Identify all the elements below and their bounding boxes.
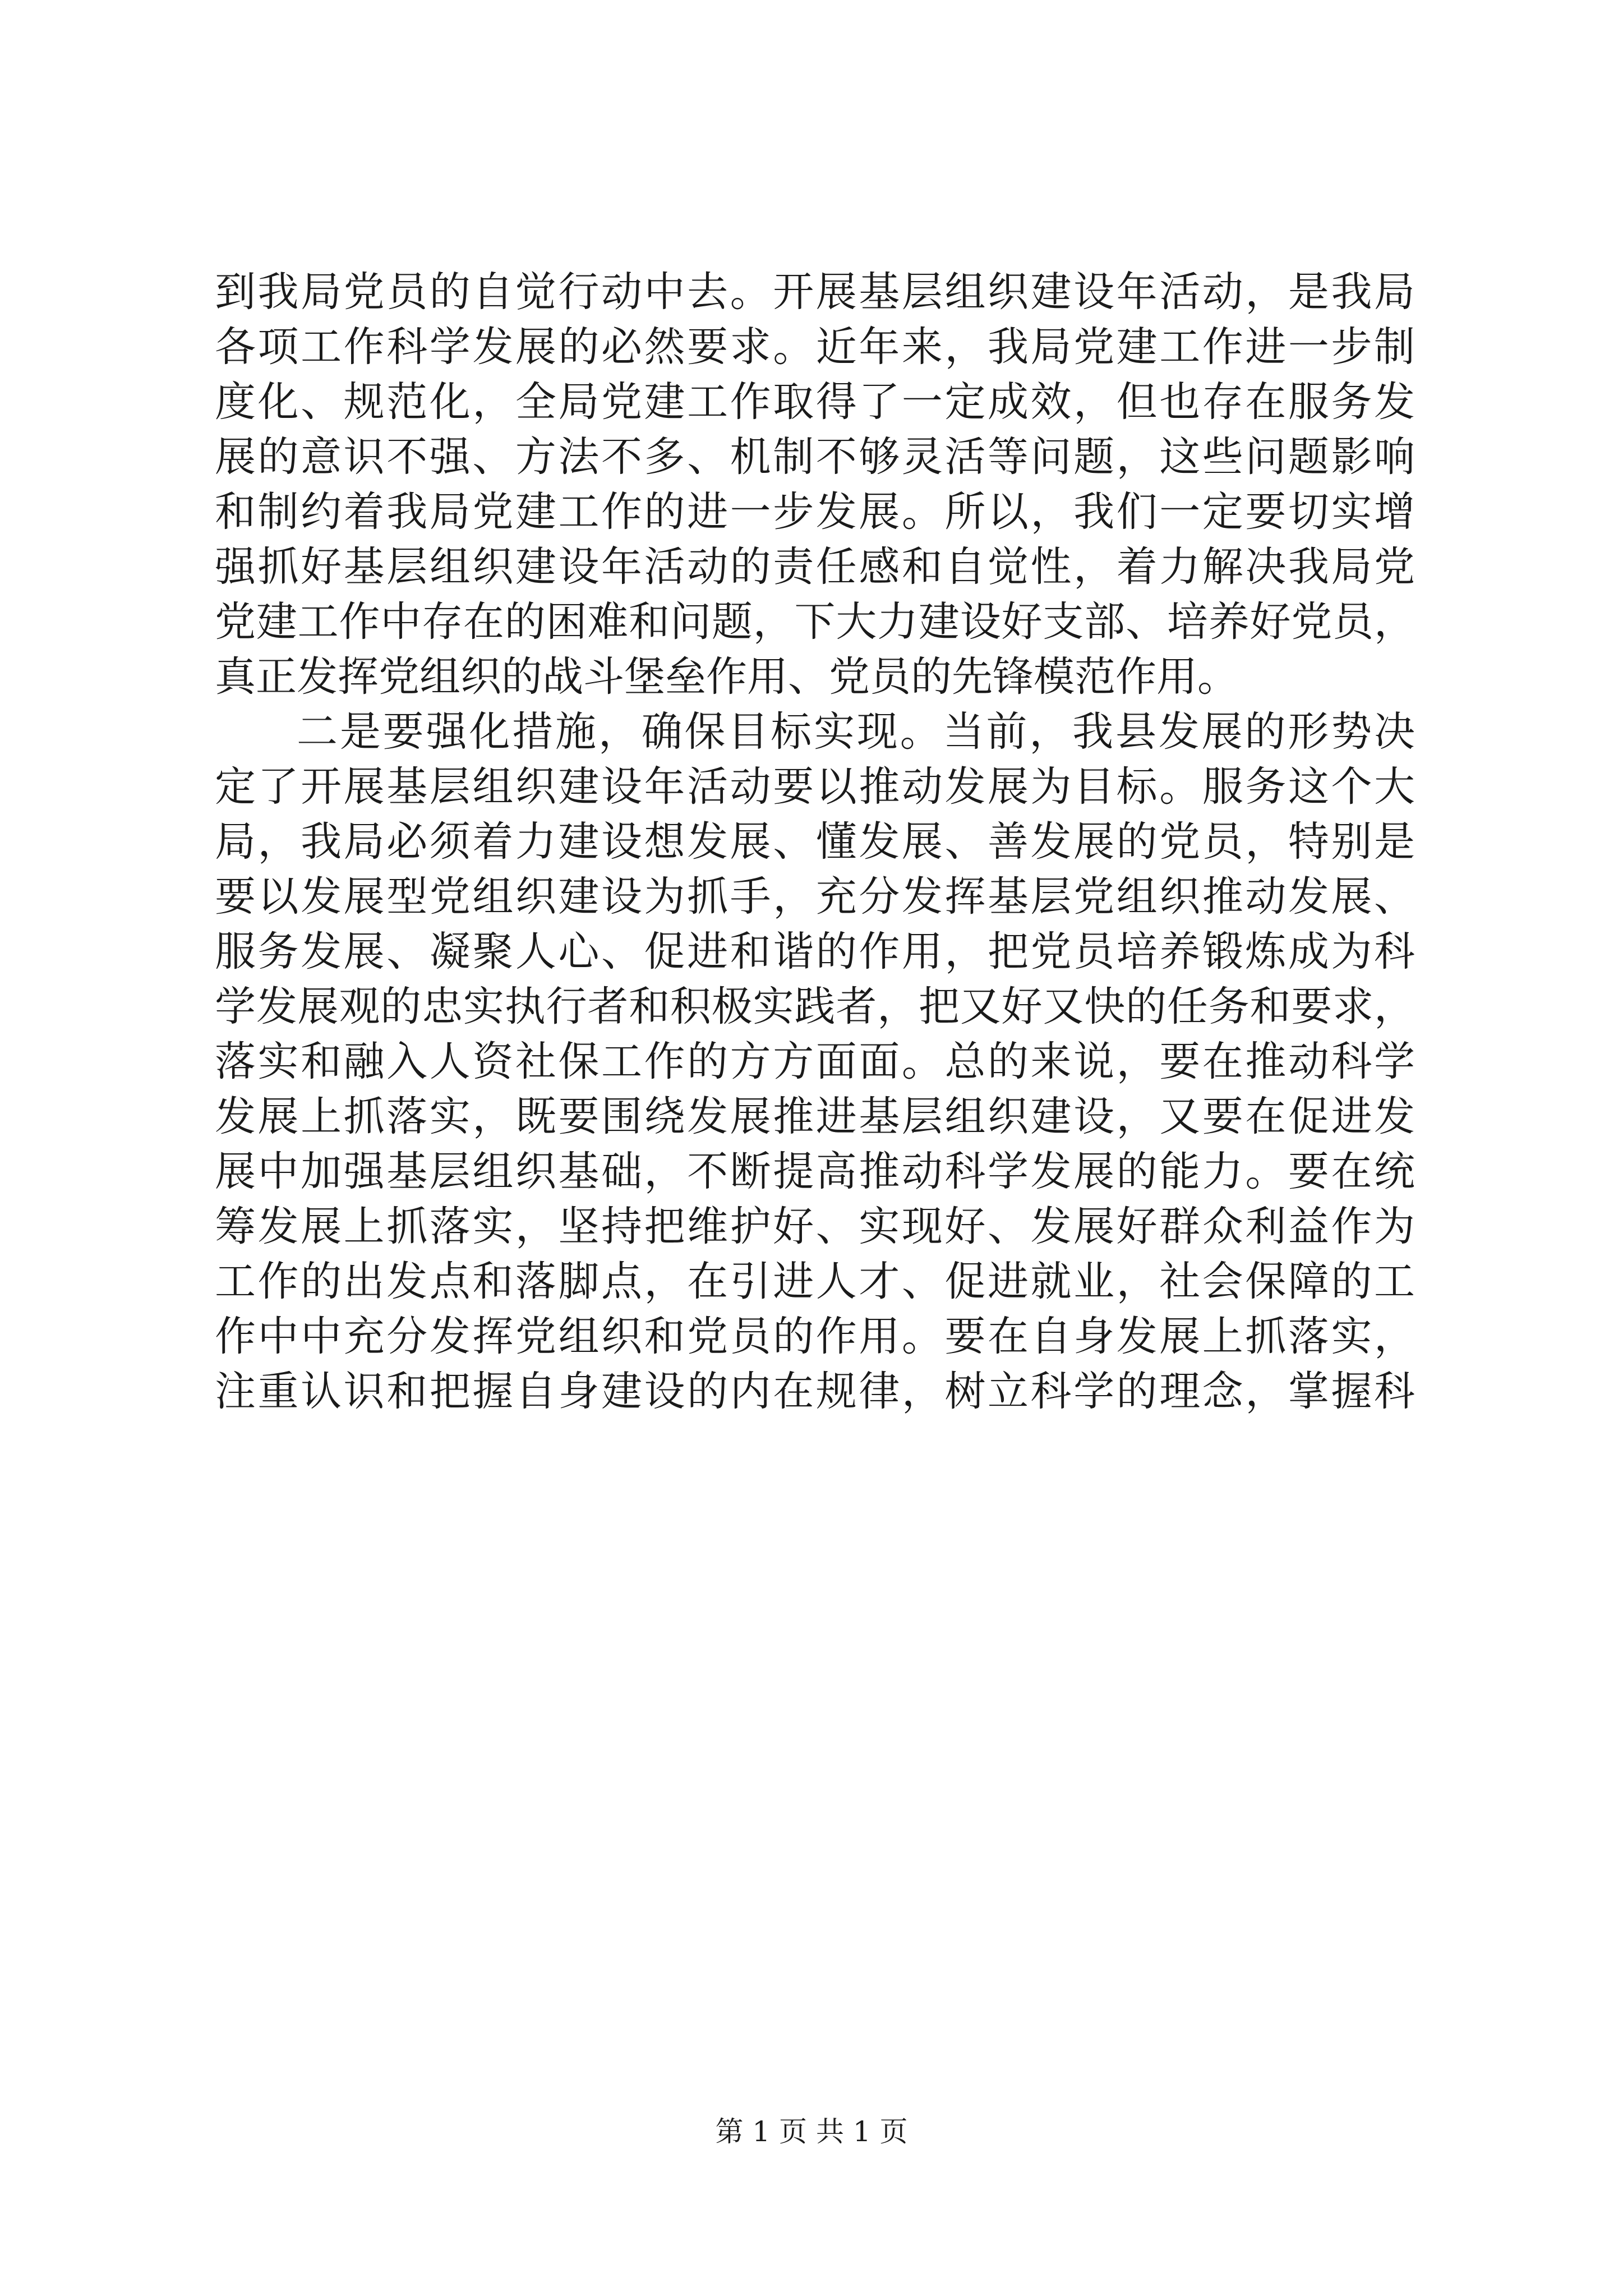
text-line: 工作的出发点和落脚点，在引进人才、促进就业，社会保障的工 xyxy=(215,1258,1415,1305)
text-line: 筹发展上抓落实，坚持把维护好、实现好、发展好群众利益作为 xyxy=(215,1203,1415,1250)
text-line: 发展上抓落实，既要围绕发展推进基层组织建设，又要在促进发 xyxy=(215,1093,1415,1140)
text-line: 作中中充分发挥党组织和党员的作用。要在自身发展上抓落实， xyxy=(215,1313,1415,1360)
text-line: 到我局党员的自觉行动中去。开展基层组织建设年活动，是我局 xyxy=(215,268,1415,316)
text-line: 二是要强化措施，确保目标实现。当前，我县发展的形势决 xyxy=(297,708,1415,756)
document-body xyxy=(215,265,1415,1419)
text-line: 局，我局必须着力建设想发展、懂发展、善发展的党员，特别是 xyxy=(215,818,1415,866)
text-line: 和制约着我局党建工作的进一步发展。所以，我们一定要切实增 xyxy=(215,488,1415,536)
text-line: 定了开展基层组织建设年活动要以推动发展为目标。服务这个大 xyxy=(215,763,1415,811)
text-line: 真正发挥党组织的战斗堡垒作用、党员的先锋模范作用。 xyxy=(215,653,1238,701)
page-footer xyxy=(0,2115,1623,2148)
text-line: 党建工作中存在的困难和问题，下大力建设好支部、培养好党员， xyxy=(215,598,1415,646)
text-line: 注重认识和把握自身建设的内在规律，树立科学的理念，掌握科 xyxy=(215,1368,1415,1415)
paragraph-2 xyxy=(215,705,1415,1419)
text-line: 落实和融入人资社保工作的方方面面。总的来说，要在推动科学 xyxy=(215,1038,1415,1085)
paragraph-1 xyxy=(215,265,1415,705)
text-line: 学发展观的忠实执行者和积极实践者，把又好又快的任务和要求， xyxy=(215,983,1415,1030)
text-line: 展的意识不强、方法不多、机制不够灵活等问题，这些问题影响 xyxy=(215,433,1415,481)
text-line: 强抓好基层组织建设年活动的责任感和自觉性，着力解决我局党 xyxy=(215,543,1415,591)
text-line: 度化、规范化，全局党建工作取得了一定成效，但也存在服务发 xyxy=(215,378,1415,426)
page-number-label: 第 1 页 共 1 页 xyxy=(715,2115,908,2148)
text-line: 展中加强基层组织基础，不断提高推动科学发展的能力。要在统 xyxy=(215,1148,1415,1195)
text-line: 要以发展型党组织建设为抓手，充分发挥基层党组织推动发展、 xyxy=(215,873,1415,921)
text-line: 服务发展、凝聚人心、促进和谐的作用，把党员培养锻炼成为科 xyxy=(215,928,1415,976)
text-line: 各项工作科学发展的必然要求。近年来，我局党建工作进一步制 xyxy=(215,323,1415,371)
